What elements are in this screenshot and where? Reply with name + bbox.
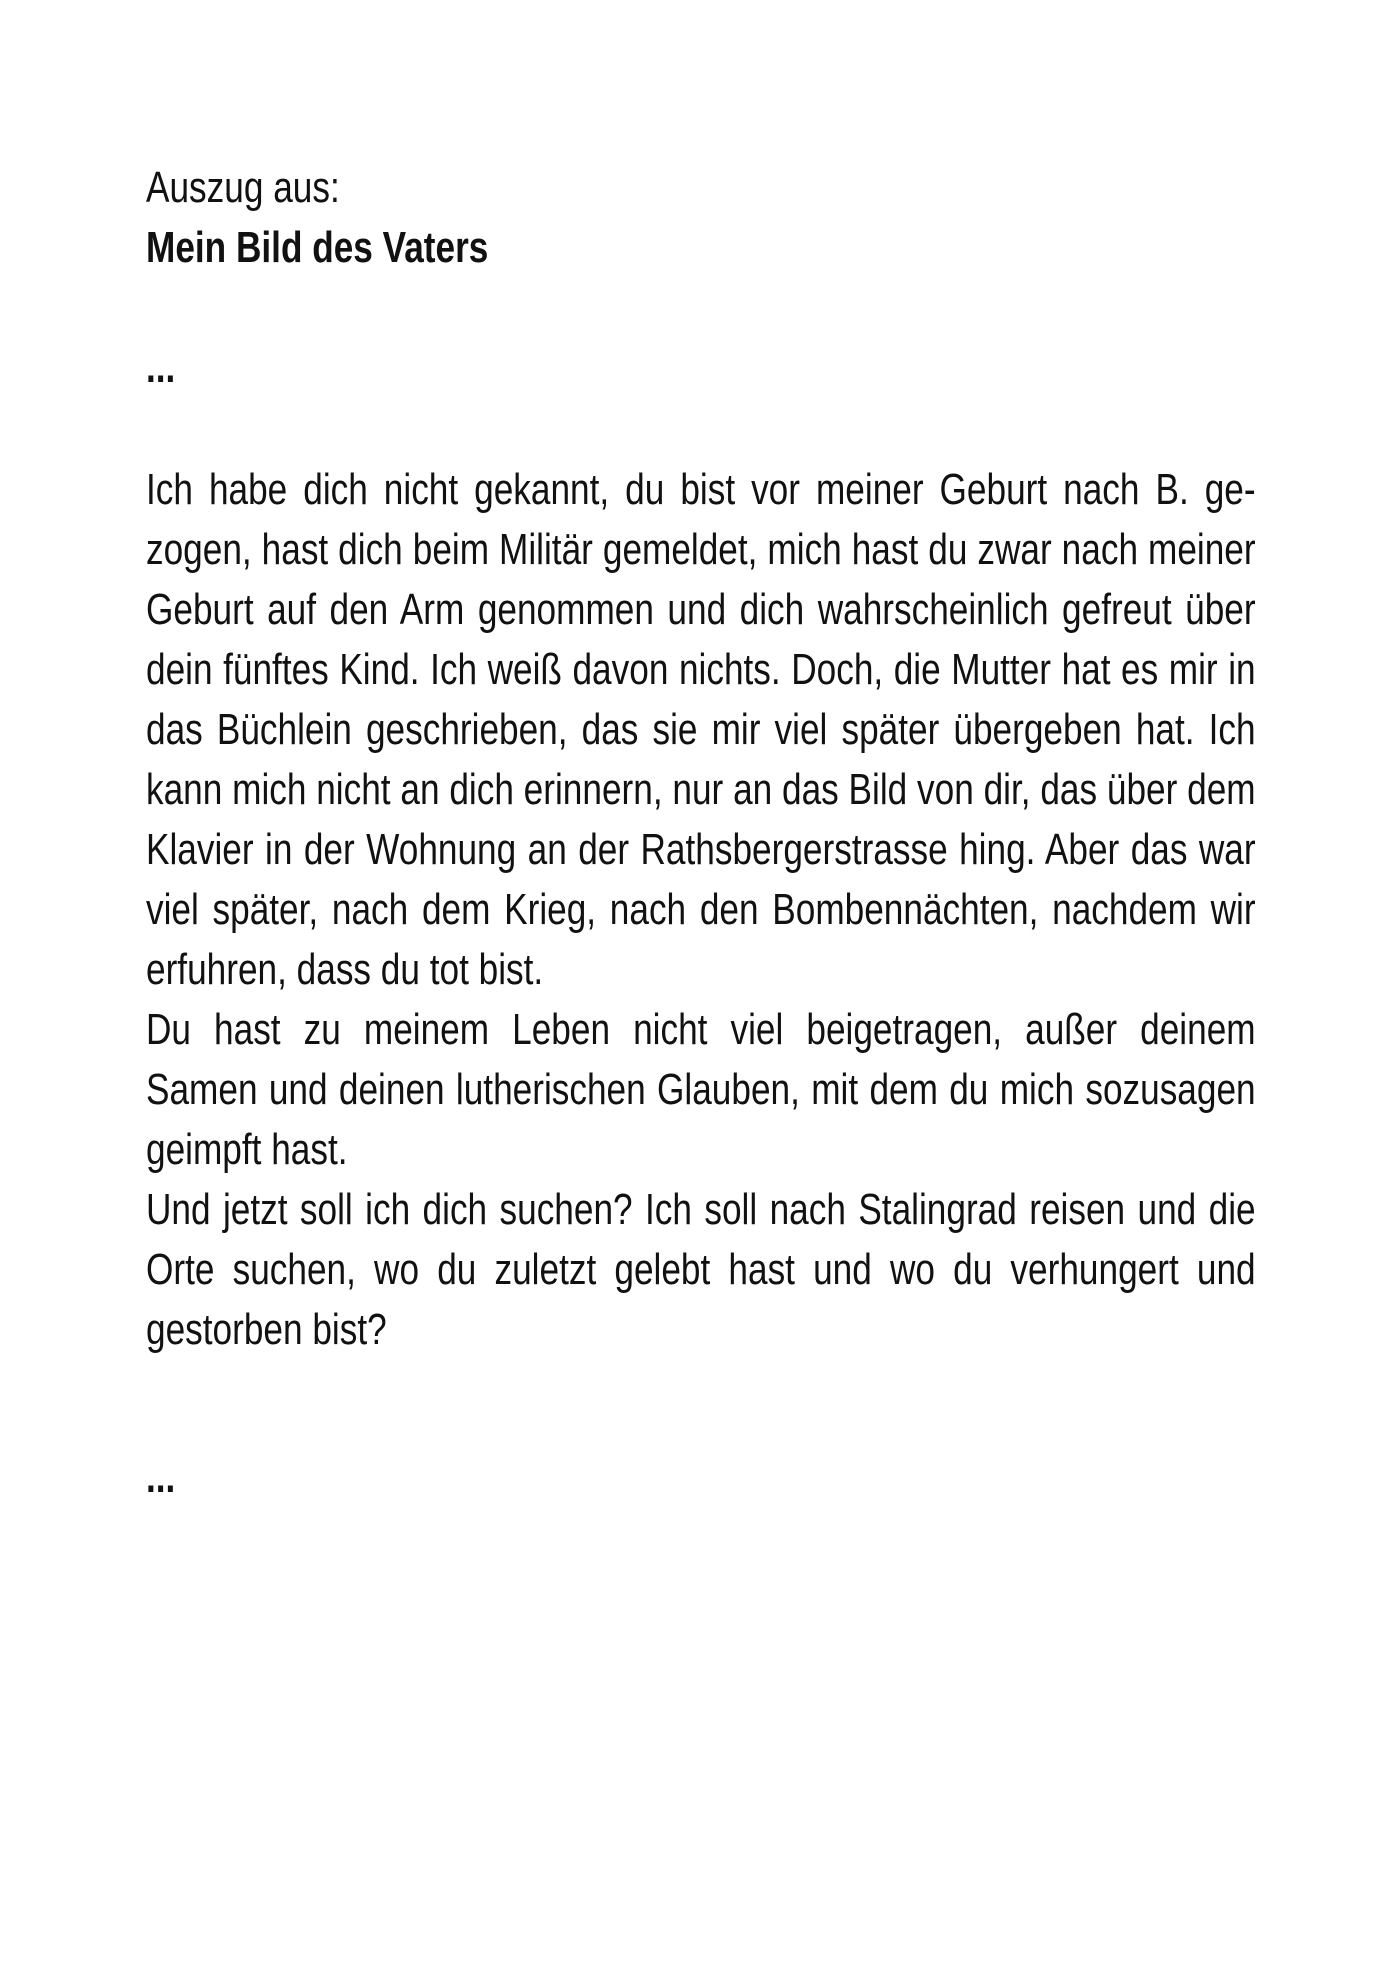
paragraph-1: Ich habe dich nicht gekannt, du bist vor meiner Geburt nach B. gezogen, hast dich beim Militär gemeldet, mich hast du zwar nach meiner Geburt auf den Arm genommen und dich wahrscheinlich gefreut über dein fünftes Kind. Ich weiß davon nichts. Doch, die Mutter hat es mir in das Büchlein geschrieben, das sie mir viel später übergeben hat. Ich kann mich nicht an dich erinnern, nur an das Bild von dir, das über dem Klavier in der Wohnung an der Rathsbergerstrasse hing. Aber das war viel später, nach dem Krieg, nach den Bombennächten, nachdem wir erfuhren, dass du tot bist. (146, 465, 1256, 994)
body-text (146, 460, 1256, 1360)
ellipsis-top: ... (146, 343, 176, 392)
text-block (146, 158, 1256, 1508)
document-content (146, 158, 1256, 1508)
paragraph-3: Und jetzt soll ich dich suchen? Ich soll nach Stalingrad reisen und die Orte suchen, wo du zuletzt gelebt hast und wo du verhungert und gestorben bist? (146, 1185, 1256, 1354)
ellipsis-bottom: ... (146, 1453, 176, 1502)
paragraph-2: Du hast zu meinem Leben nicht viel beigetragen, außer deinem Samen und deinen lutherischen Glauben, mit dem du mich sozusagen geimpft hast. (146, 1005, 1256, 1174)
intro-line: Auszug aus: (146, 163, 340, 212)
document-title: Mein Bild des Vaters (146, 223, 489, 272)
